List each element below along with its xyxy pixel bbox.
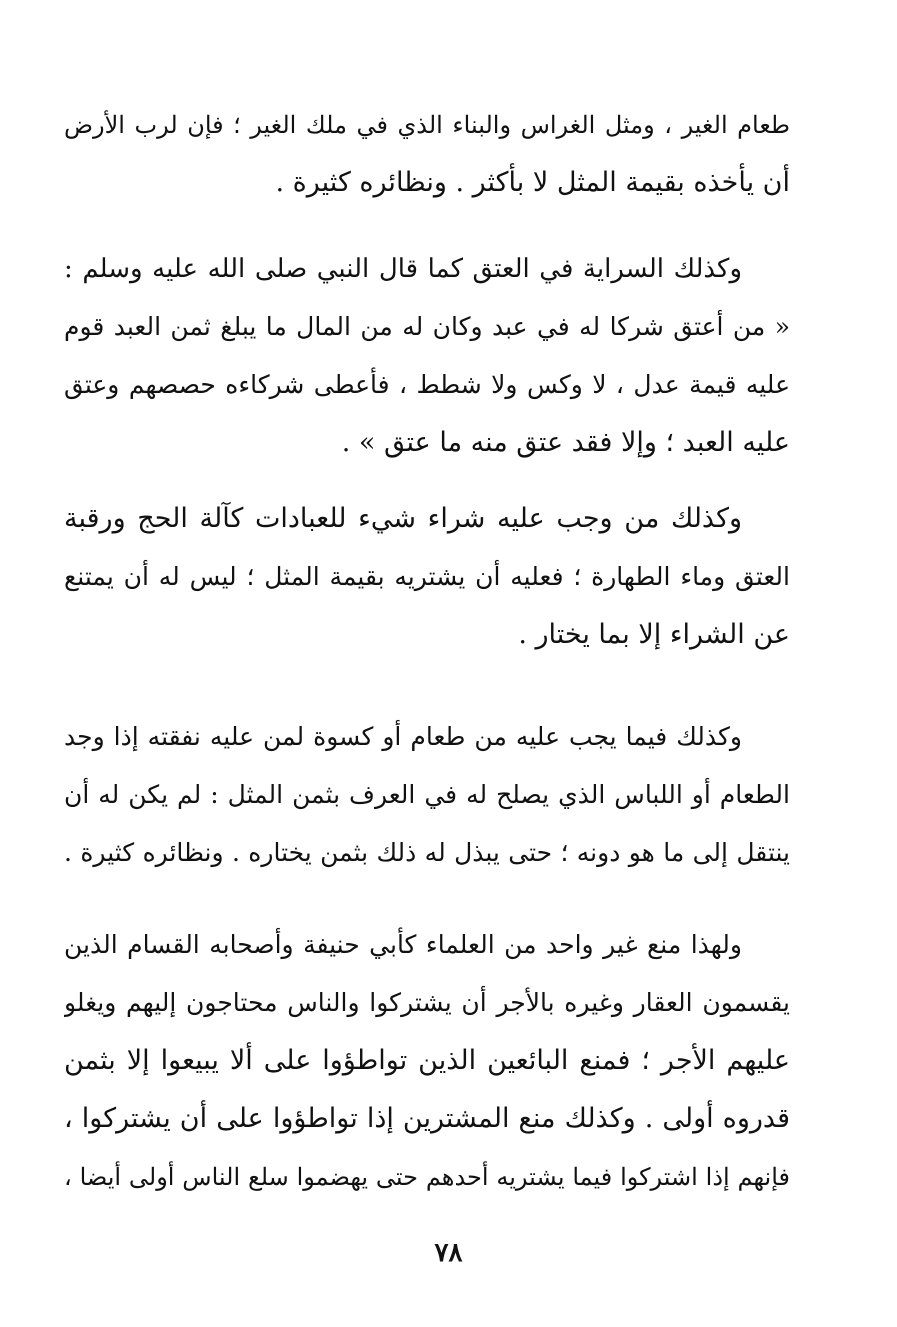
- text-line: أن يأخذه بقيمة المثل لا بأكثر . ونظائره كثيرة .: [275, 167, 790, 198]
- text-line: وكذلك من وجب عليه شراء شيء للعبادات كآلة الحج ورقبة: [64, 503, 742, 534]
- text-line: وكذلك السراية في العتق كما قال النبي صلى الله عليه وسلم :: [64, 254, 742, 284]
- text-line: وكذلك فيما يجب عليه من طعام أو كسوة لمن عليه نفقته إذا وجد: [64, 722, 742, 751]
- text-line: فإنهم إذا اشتركوا فيما يشتريه أحدهم حتى يهضموا سلع الناس أولى أيضا ،: [64, 1163, 790, 1191]
- text-line: الطعام أو اللباس الذي يصلح له في العرف بثمن المثل : لم يكن له أن: [64, 780, 790, 809]
- text-line: العتق وماء الطهارة ؛ فعليه أن يشتريه بقيمة المثل ؛ ليس له أن يمتنع: [64, 562, 790, 591]
- text-line: قدروه أولى . وكذلك منع المشترين إذا تواطؤوا على أن يشتركوا ،: [64, 1103, 790, 1134]
- text-line: « من أعتق شركا له في عبد وكان له من المال ما يبلغ ثمن العبد قوم: [64, 312, 790, 341]
- paragraph-1: [64, 96, 790, 212]
- paragraph-5: [64, 916, 790, 1206]
- paragraph-3: [64, 490, 790, 664]
- page-number: ٧٨: [434, 1238, 463, 1268]
- text-line: ولهذا منع غير واحد من العلماء كأبي حنيفة وأصحابه القسام الذين: [64, 930, 742, 959]
- text-line: يقسمون العقار وغيره بالأجر أن يشتركوا والناس محتاجون إليهم ويغلو: [64, 988, 790, 1017]
- text-line: عليهم الأجر ؛ فمنع البائعين الذين تواطؤوا على ألا يبيعوا إلا بثمن: [64, 1045, 790, 1076]
- text-line: عليه قيمة عدل ، لا وكس ولا شطط ، فأعطى شركاءه حصصهم وعتق: [64, 370, 790, 399]
- text-line: عليه العبد ؛ وإلا فقد عتق منه ما عتق » .: [341, 427, 790, 458]
- paragraph-4: [64, 708, 790, 882]
- paragraph-2: [64, 240, 790, 472]
- text-line: طعام الغير ، ومثل الغراس والبناء الذي في ملك الغير ؛ فإن لرب الأرض: [64, 111, 790, 139]
- text-line: عن الشراء إلا بما يختار .: [518, 619, 790, 650]
- text-line: ينتقل إلى ما هو دونه ؛ حتى يبذل له ذلك بثمن يختاره . ونظائره كثيرة .: [64, 838, 790, 867]
